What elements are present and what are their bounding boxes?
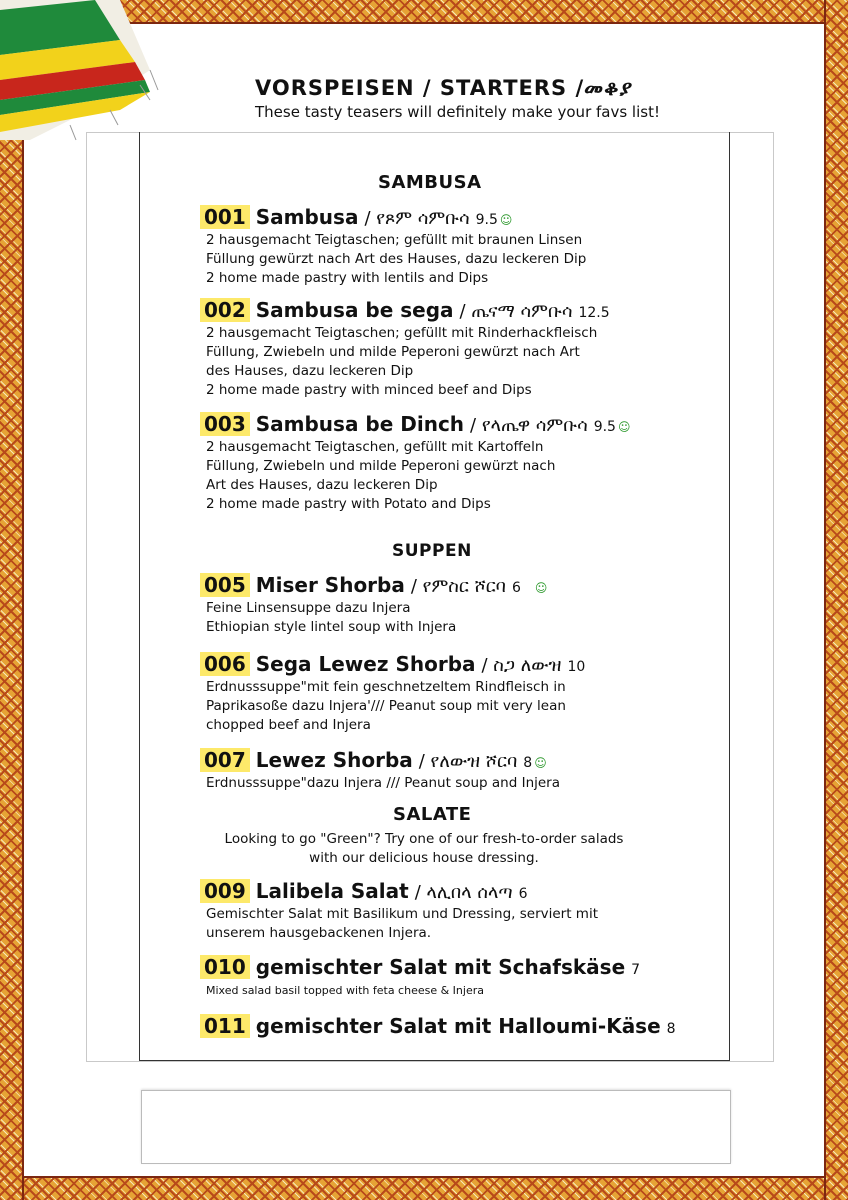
- item-name: Sambusa be Dinch: [255, 412, 465, 436]
- section-title-salate: SALATE: [393, 804, 472, 825]
- item-name: gemischter Salat mit Schafskäse: [255, 955, 626, 979]
- border-left: [0, 0, 24, 1200]
- item-number: 007: [200, 748, 250, 772]
- menu-item: [200, 748, 560, 793]
- item-description: Füllung, Zwiebeln und milde Peperoni gewürzt nach: [206, 458, 556, 474]
- item-number: 009: [200, 879, 250, 903]
- salad-intro-line: Looking to go "Green"? Try one of our fresh-to-order salads: [224, 831, 624, 847]
- item-price: 9.5: [593, 419, 616, 435]
- leaf-icon: ☺: [617, 420, 631, 434]
- menu-item: [200, 879, 598, 943]
- border-bottom: [0, 1176, 848, 1200]
- item-description: Erdnusssuppe"mit fein geschnetzeltem Rindfleisch in: [206, 679, 566, 695]
- salad-intro: [0, 830, 848, 868]
- item-name: gemischter Salat mit Halloumi-Käse: [255, 1014, 661, 1038]
- section-title-sambusa: SAMBUSA: [378, 172, 482, 193]
- item-amharic: / የምስር ሾርባ: [410, 576, 506, 597]
- item-name: Sambusa be sega: [255, 298, 454, 322]
- page-tagline: These tasty teasers will definitely make your favs list!: [255, 103, 660, 121]
- menu-item: [200, 573, 547, 637]
- leaf-icon: ☺: [499, 213, 513, 227]
- item-description: 2 home made pastry with Potato and Dips: [206, 496, 491, 512]
- item-description: Erdnusssuppe"dazu Injera /// Peanut soup and Injera: [206, 775, 561, 791]
- item-number: 003: [200, 412, 250, 436]
- item-amharic: / ላሊበላ ሰላጣ: [414, 882, 513, 903]
- menu-item: [200, 298, 610, 400]
- item-description: Paprikasoße dazu Injera'/// Peanut soup mit very lean: [206, 698, 566, 714]
- item-name: Sega Lewez Shorba: [255, 652, 476, 676]
- menu-item: [200, 955, 640, 1000]
- leaf-icon: ☺: [534, 756, 547, 770]
- leaf-icon: ☺: [534, 581, 548, 595]
- salad-intro-line: with our delicious house dressing.: [309, 850, 539, 866]
- item-number: 010: [200, 955, 250, 979]
- item-description: 2 hausgemacht Teigtaschen, gefüllt mit Kartoffeln: [206, 439, 544, 455]
- item-description: Ethiopian style lintel soup with Injera: [206, 619, 457, 635]
- scarf-decoration: [0, 0, 160, 150]
- item-description: Gemischter Salat mit Basilikum und Dressing, serviert mit: [206, 906, 598, 922]
- item-price: 7: [631, 962, 641, 978]
- menu-item: [200, 652, 585, 735]
- item-name: Lewez Shorba: [255, 748, 413, 772]
- item-number: 006: [200, 652, 250, 676]
- item-description: 2 hausgemacht Teigtaschen; gefüllt mit braunen Linsen: [206, 232, 583, 248]
- item-price: 8: [666, 1021, 676, 1037]
- footer-box: [141, 1090, 731, 1164]
- item-description: unserem hausgebackenen Injera.: [206, 925, 432, 941]
- item-description: 2 home made pastry with lentils and Dips: [206, 270, 489, 286]
- item-name: Miser Shorba: [255, 573, 405, 597]
- item-description: chopped beef and Injera: [206, 717, 371, 733]
- item-amharic: / የላጤዋ ሳምቡሳ: [470, 415, 588, 436]
- item-description: Füllung, Zwiebeln und milde Peperoni gewürzt nach Art: [206, 344, 580, 360]
- item-description: Feine Linsensuppe dazu Injera: [206, 600, 411, 616]
- item-amharic: / የጾም ሳምቡሳ: [364, 208, 470, 229]
- menu-header: [255, 76, 660, 121]
- menu-item: [200, 205, 586, 288]
- item-description: des Hauses, dazu leckeren Dip: [206, 363, 414, 379]
- item-amharic: / የለውዝ ሾርባ: [418, 751, 518, 772]
- item-number: 011: [200, 1014, 250, 1038]
- menu-item: [200, 1014, 676, 1038]
- section-title-suppen: SUPPEN: [392, 541, 472, 561]
- item-price: 6: [511, 580, 521, 596]
- item-description: 2 home made pastry with minced beef and Dips: [206, 382, 532, 398]
- item-price: 8: [523, 755, 533, 771]
- item-amharic: / ጤናማ ሳምቡሳ: [459, 301, 573, 322]
- item-amharic: / ስጋ ለውዝ: [481, 655, 562, 676]
- item-number: 005: [200, 573, 250, 597]
- menu-item: [200, 412, 630, 514]
- page-title: VORSPEISEN / STARTERS /መቆያ: [255, 76, 634, 100]
- item-description: 2 hausgemacht Teigtaschen; gefüllt mit Rinderhackfleisch: [206, 325, 598, 341]
- item-description: Art des Hauses, dazu leckeren Dip: [206, 477, 438, 493]
- item-number: 002: [200, 298, 250, 322]
- item-price: 12.5: [578, 305, 610, 321]
- item-name: Sambusa: [255, 205, 359, 229]
- border-right: [824, 0, 848, 1200]
- item-description: Mixed salad basil topped with feta cheese & Injera: [206, 984, 484, 997]
- item-description: Füllung gewürzt nach Art des Hauses, dazu leckeren Dip: [206, 251, 587, 267]
- item-price: 9.5: [475, 212, 498, 228]
- item-number: 001: [200, 205, 250, 229]
- item-price: 6: [518, 886, 528, 902]
- item-price: 10: [567, 659, 586, 675]
- item-name: Lalibela Salat: [255, 879, 409, 903]
